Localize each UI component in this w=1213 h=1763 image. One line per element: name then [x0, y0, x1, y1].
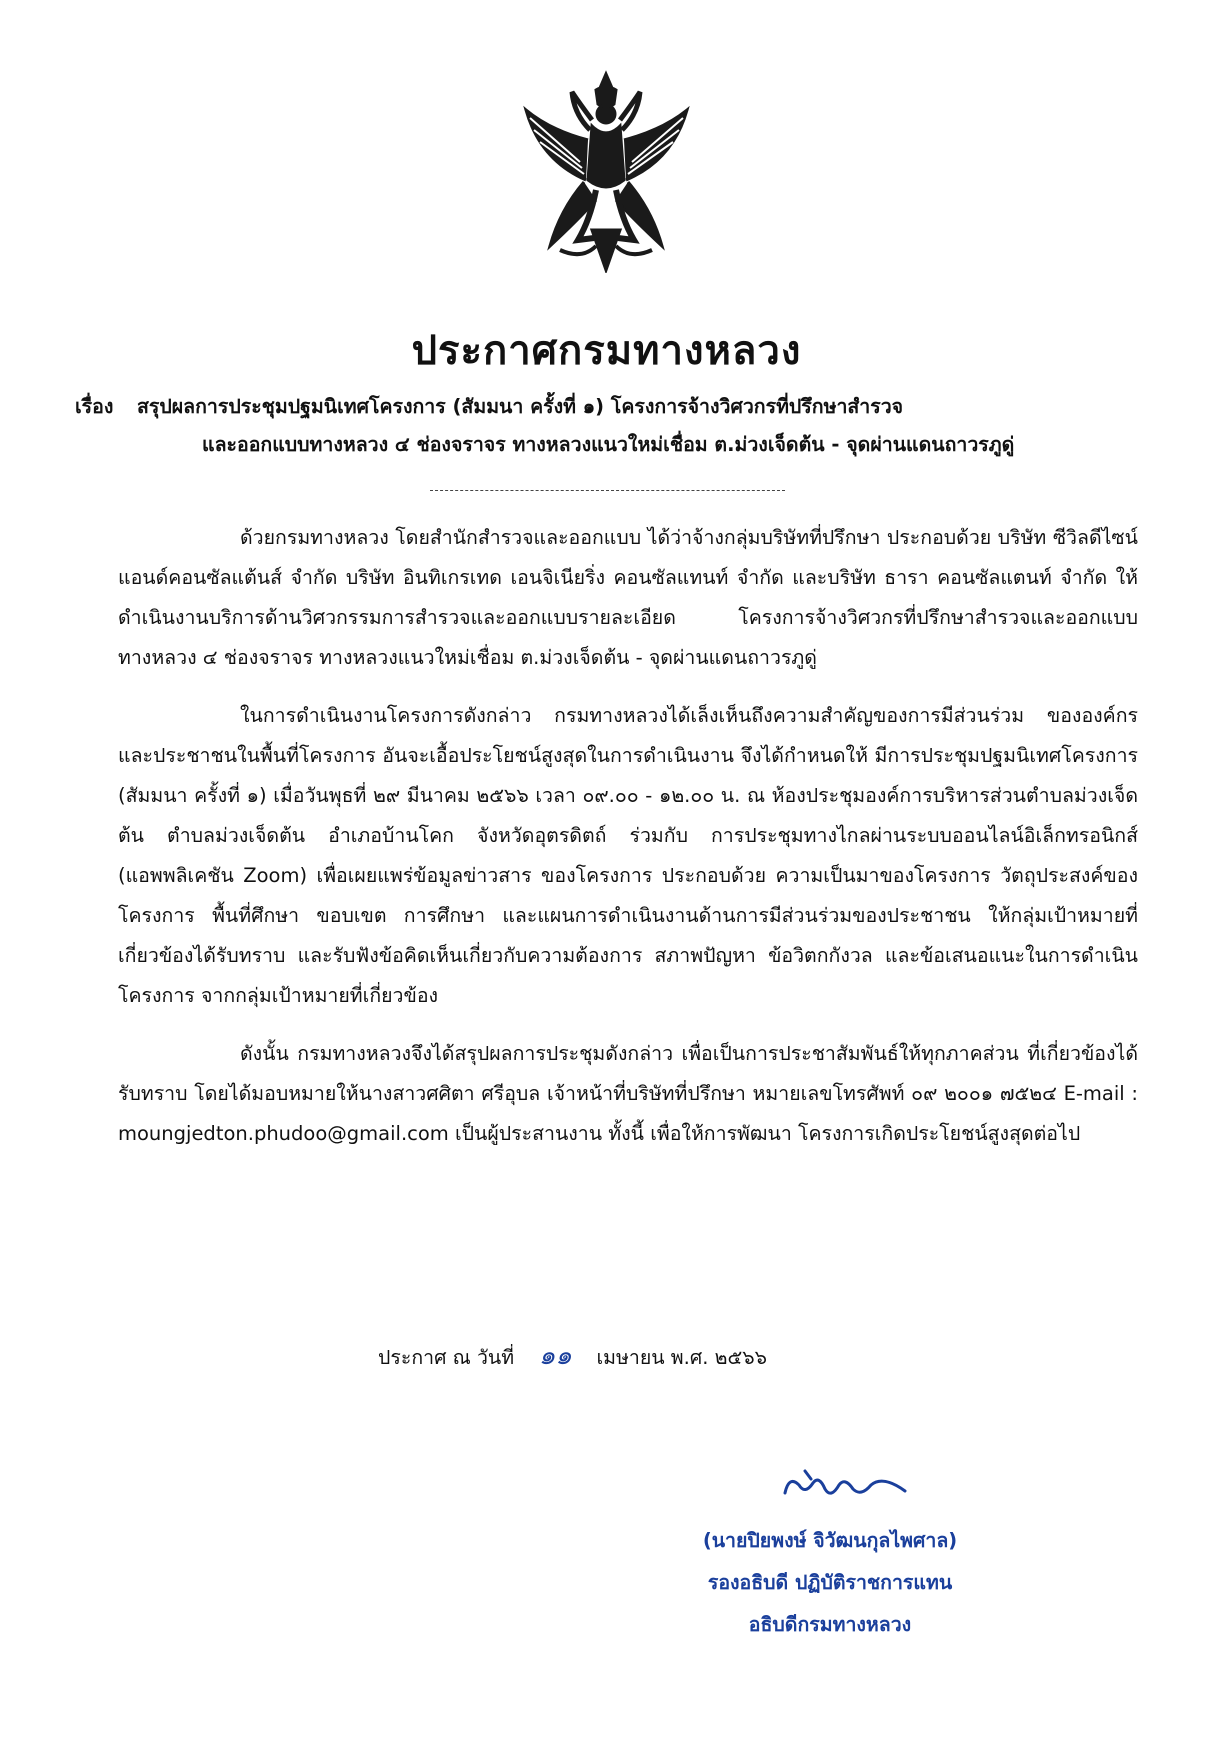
- paragraph-1: ด้วยกรมทางหลวง โดยสำนักสำรวจและออกแบบ ได้ว่าจ้างกลุ่มบริษัทที่ปรึกษา ประกอบด้วย บริษัท ซีวิลดีไซน์แอนด์คอนซัลแต้นส์ จำกัด บริษัท อินทิเกรเทด เอนจิเนียริ่ง คอนซัลแทนท์ จำกัด และบริษัท ธารา คอนซัลแตนท์ จำกัด ให้ดำเนินงานบริการด้านวิศวกรรมการสำรวจและออกแบบรายละเอียด โครงการจ้างวิศวกรที่ปรึกษาสำรวจและออกแบบทางหลวง ๔ ช่องจราจร ทางหลวงแนวใหม่เชื่อม ต.ม่วงเจ็ดต้น - จุดผ่านแดนถาวรภูดู่: [118, 526, 1138, 669]
- subject-block: [75, 388, 1135, 464]
- announce-suffix: เมษายน พ.ศ. ๒๕๖๖: [596, 1346, 767, 1369]
- announcement-date: [378, 1335, 767, 1376]
- paragraph-3: ดังนั้น กรมทางหลวงจึงได้สรุปผลการประชุมดังกล่าว เพื่อเป็นการประชาสัมพันธ์ให้ทุกภาคส่วน ที่เกี่ยวข้องได้รับทราบ โดยได้มอบหมายให้นางสาวศศิตา ศรีอุบล เจ้าหน้าที่บริษัทที่ปรึกษา หมายเลขโทรศัพท์ ๐๙ ๒๐๐๑ ๗๕๒๔ E-mail : moungjedton.phudoo@gmail.com เป็นผู้ประสานงาน ทั้งนี้ เพื่อให้การพัฒนา โครงการเกิดประโยชน์สูงสุดต่อไป: [118, 1042, 1138, 1145]
- subject-text-1: สรุปผลการประชุมปฐมนิเทศโครงการ (สัมมนา ครั้งที่ ๑) โครงการจ้างวิศวกรที่ปรึกษาสำรวจ: [137, 395, 904, 418]
- garuda-emblem-icon: [520, 70, 693, 273]
- signer-block: [650, 1520, 1010, 1646]
- paragraph-2: ในการดำเนินงานโครงการดังกล่าว กรมทางหลวงได้เล็งเห็นถึงความสำคัญของการมีส่วนร่วม ขององค์กร และประชาชนในพื้นที่โครงการ อันจะเอื้อประโยชน์สูงสุดในการดำเนินงาน จึงได้กำหนดให้ มีการประชุมปฐมนิเทศโครงการ (สัมมนา ครั้งที่ ๑) เมื่อวันพุธที่ ๒๙ มีนาคม ๒๕๖๖ เวลา ๐๙.๐๐ - ๑๒.๐๐ น. ณ ห้องประชุมองค์การบริหารส่วนตำบลม่วงเจ็ดต้น ตำบลม่วงเจ็ดต้น อำเภอบ้านโคก จังหวัดอุตรดิตถ์ ร่วมกับ การประชุมทางไกลผ่านระบบออนไลน์อิเล็กทรอนิกส์ (แอพพลิเคชัน Zoom) เพื่อเผยแพร่ข้อมูลข่าวสาร ของโครงการ ประกอบด้วย ความเป็นมาของโครงการ วัตถุประสงค์ของโครงการ พื้นที่ศึกษา ขอบเขต การศึกษา และแผนการดำเนินงานด้านการมีส่วนร่วมของประชาชน ให้กลุ่มเป้าหมายที่เกี่ยวข้องได้รับทราบ และรับฟังข้อคิดเห็นเกี่ยวกับความต้องการ สภาพปัญหา ข้อวิตกกังวล และข้อเสนอแนะในการดำเนินโครงการ จากกลุ่มเป้าหมายที่เกี่ยวข้อง: [118, 704, 1138, 1007]
- signer-name: (นายปิยพงษ์ จิวัฒนกุลไพศาล): [702, 1529, 958, 1552]
- signer-position: รองอธิบดี ปฏิบัติราชการแทน: [707, 1571, 953, 1594]
- subject-line-2: และออกแบบทางหลวง ๔ ช่องจราจร ทางหลวงแนวใหม่เชื่อม ต.ม่วงเจ็ดต้น - จุดผ่านแดนถาวรภูดู่: [202, 433, 1015, 456]
- body-text: [118, 518, 1138, 1172]
- signer-office: อธิบดีกรมทางหลวง: [748, 1613, 912, 1636]
- separator-line: [430, 490, 785, 491]
- subject-line-1: [75, 388, 1135, 426]
- subject-label: เรื่อง: [75, 395, 114, 418]
- page-title: ประกาศกรมทางหลวง: [411, 328, 802, 374]
- handwritten-day: ๑๑: [538, 1341, 572, 1371]
- signature-icon: [775, 1455, 915, 1515]
- announce-prefix: ประกาศ ณ วันที่: [378, 1346, 515, 1369]
